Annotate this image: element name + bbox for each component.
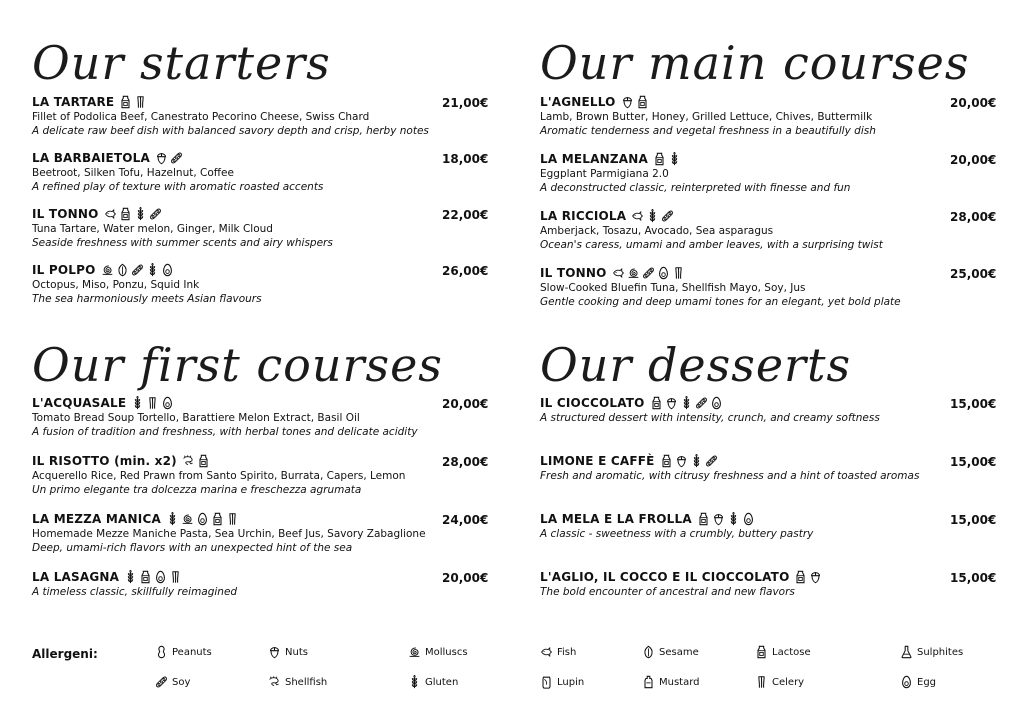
menu-item xyxy=(540,395,1000,425)
dish-description: Gentle cooking and deep umami tones for an elegant, yet bold plate xyxy=(540,296,901,308)
allergen-icons xyxy=(155,151,185,165)
dish-description: A delicate raw beef dish with balanced savory depth and crisp, herby notes xyxy=(32,125,429,137)
dish-description: A timeless classic, skillfully reimagined xyxy=(32,586,238,598)
allergen-icons xyxy=(653,152,683,166)
allergen-icons xyxy=(101,263,176,277)
menu-item xyxy=(540,151,1000,195)
dish-ingredients: Tuna Tartare, Water melon, Ginger, Milk Cloud xyxy=(32,223,273,235)
dish-name: LA MEZZA MANICA xyxy=(32,512,161,526)
dish-description: Aromatic tenderness and vegetal freshness in a beautifully dish xyxy=(540,125,876,137)
celery-icon xyxy=(169,570,182,584)
allergen-legend-item xyxy=(540,645,576,659)
nuts-icon xyxy=(675,454,688,468)
menu-item xyxy=(540,453,1000,483)
celery-icon xyxy=(134,95,147,109)
first-courses-section xyxy=(32,340,492,620)
lactose-icon xyxy=(653,152,666,166)
gluten-icon xyxy=(668,152,681,166)
dish-ingredients: Octopus, Miso, Ponzu, Squid Ink xyxy=(32,279,200,291)
dish-price: 28,00€ xyxy=(950,210,997,224)
egg-icon xyxy=(710,396,723,410)
dish-ingredients: Lamb, Brown Butter, Honey, Grilled Lettuce, Chives, Buttermilk xyxy=(540,111,873,123)
gluten-icon xyxy=(166,512,179,526)
celery-icon xyxy=(146,396,159,410)
dish-name: L'AGLIO, IL COCCO E IL CIOCCOLATO xyxy=(540,570,790,584)
soy-icon xyxy=(642,266,655,280)
allergen-legend-item xyxy=(755,675,804,689)
allergen-icons xyxy=(124,570,184,584)
celery-icon xyxy=(755,675,768,689)
allergen-icons xyxy=(182,454,212,468)
shellfish-icon xyxy=(268,675,281,689)
dish-price: 15,00€ xyxy=(950,397,997,411)
dish-ingredients: Slow-Cooked Bluefin Tuna, Shellfish Mayo, Soy, Jus xyxy=(540,282,806,294)
celery-icon xyxy=(226,512,239,526)
dish-description: The bold encounter of ancestral and new flavors xyxy=(540,586,795,598)
egg-icon xyxy=(657,266,670,280)
allergen-name: Gluten xyxy=(425,676,459,688)
lactose-icon xyxy=(211,512,224,526)
nuts-icon xyxy=(268,645,281,659)
lactose-icon xyxy=(139,570,152,584)
dish-name: LA MELANZANA xyxy=(540,152,648,166)
dish-price: 22,00€ xyxy=(442,208,489,222)
menu-item xyxy=(32,150,492,194)
allergen-legend-item xyxy=(408,645,468,659)
lactose-icon xyxy=(660,454,673,468)
menu-item xyxy=(540,94,1000,138)
allergen-name: Nuts xyxy=(285,646,308,658)
section-title: Our first courses xyxy=(32,338,443,392)
dish-ingredients: Beetroot, Silken Tofu, Hazelnut, Coffee xyxy=(32,167,234,179)
soy-icon xyxy=(695,396,708,410)
dish-price: 20,00€ xyxy=(950,153,997,167)
allergen-name: Fish xyxy=(557,646,577,658)
dish-name: LA RICCIOLA xyxy=(540,209,627,223)
allergen-icons xyxy=(794,570,824,584)
dish-description: Seaside freshness with summer scents and airy whispers xyxy=(32,237,333,249)
allergen-legend-item xyxy=(155,645,212,659)
lactose-icon xyxy=(755,645,768,659)
allergen-name: Soy xyxy=(172,676,191,688)
gluten-icon xyxy=(680,396,693,410)
allergen-legend-item xyxy=(642,645,699,659)
allergen-legend-item xyxy=(900,645,963,659)
egg-icon xyxy=(900,675,913,689)
dish-name: IL CIOCCOLATO xyxy=(540,396,645,410)
egg-icon xyxy=(161,396,174,410)
menu-item xyxy=(540,511,1000,541)
dish-description: Deep, umami-rich flavors with an unexpected hint of the sea xyxy=(32,542,353,554)
allergen-legend-item xyxy=(540,675,584,689)
dish-description: Ocean's caress, umami and amber leaves, with a surprising twist xyxy=(540,239,883,251)
menu-item xyxy=(540,569,1000,599)
egg-icon xyxy=(742,512,755,526)
allergen-name: Lupin xyxy=(557,676,585,688)
lactose-icon xyxy=(636,95,649,109)
menu-item xyxy=(32,206,492,250)
nuts-icon xyxy=(712,512,725,526)
gluten-icon xyxy=(727,512,740,526)
allergen-legend-item xyxy=(642,675,700,689)
fish-icon xyxy=(612,266,625,280)
section-title: Our desserts xyxy=(540,338,852,392)
allergen-name: Mustard xyxy=(659,676,700,688)
gluten-icon xyxy=(124,570,137,584)
allergen-legend-item xyxy=(755,645,811,659)
soy-icon xyxy=(661,209,674,223)
dish-description: A refined play of texture with aromatic roasted accents xyxy=(32,181,324,193)
dish-ingredients: Eggplant Parmigiana 2.0 xyxy=(540,168,669,180)
gluten-icon xyxy=(408,675,421,689)
desserts-section xyxy=(540,340,1000,620)
soy-icon xyxy=(155,675,168,689)
dish-price: 25,00€ xyxy=(950,267,997,281)
dish-price: 20,00€ xyxy=(950,96,997,110)
dish-ingredients: Tomato Bread Soup Tortello, Barattiere Melon Extract, Basil Oil xyxy=(32,412,360,424)
dish-name: IL RISOTTO (min. x2) xyxy=(32,454,177,468)
allergen-legend-item xyxy=(900,675,936,689)
allergen-name: Celery xyxy=(772,676,805,688)
menu-item xyxy=(32,453,492,497)
lactose-icon xyxy=(650,396,663,410)
allergen-name: Peanuts xyxy=(172,646,212,658)
lactose-icon xyxy=(197,454,210,468)
celery-icon xyxy=(672,266,685,280)
dish-price: 20,00€ xyxy=(442,571,489,585)
soy-icon xyxy=(131,263,144,277)
dish-name: LA TARTARE xyxy=(32,95,115,109)
allergen-icons xyxy=(104,207,164,221)
nuts-icon xyxy=(809,570,822,584)
allergen-icons xyxy=(166,512,241,526)
dish-description: Un primo elegante tra dolcezza marina e freschezza agrumata xyxy=(32,484,362,496)
gluten-icon xyxy=(646,209,659,223)
lupin-icon xyxy=(540,675,553,689)
dish-name: LA BARBAIETOLA xyxy=(32,151,151,165)
dish-ingredients: Amberjack, Tosazu, Avocado, Sea asparagus xyxy=(540,225,774,237)
allergen-icons xyxy=(131,396,176,410)
fish-icon xyxy=(104,207,117,221)
menu-item xyxy=(32,511,492,555)
allergen-name: Molluscs xyxy=(425,646,468,658)
molluscs-icon xyxy=(181,512,194,526)
allergens-label: Allergeni: xyxy=(32,647,98,661)
egg-icon xyxy=(161,263,174,277)
dish-description: A structured dessert with intensity, crunch, and creamy softness xyxy=(540,412,880,424)
menu-item xyxy=(32,94,492,138)
menu-item xyxy=(32,395,492,439)
gluten-icon xyxy=(146,263,159,277)
dish-description: A classic - sweetness with a crumbly, buttery pastry xyxy=(540,528,814,540)
fish-icon xyxy=(631,209,644,223)
allergen-legend-item xyxy=(268,675,327,689)
dish-price: 24,00€ xyxy=(442,513,489,527)
sulphites-icon xyxy=(900,645,913,659)
dish-name: LA LASAGNA xyxy=(32,570,120,584)
dish-name: LIMONE E CAFFÈ xyxy=(540,454,655,468)
soy-icon xyxy=(149,207,162,221)
section-title: Our starters xyxy=(32,36,331,90)
gluten-icon xyxy=(134,207,147,221)
lactose-icon xyxy=(119,207,132,221)
dish-name: IL POLPO xyxy=(32,263,96,277)
dish-price: 28,00€ xyxy=(442,455,489,469)
nuts-icon xyxy=(155,151,168,165)
dish-price: 15,00€ xyxy=(950,513,997,527)
allergen-icons xyxy=(621,95,651,109)
allergen-name: Sesame xyxy=(659,646,699,658)
molluscs-icon xyxy=(101,263,114,277)
mustard-icon xyxy=(642,675,655,689)
dish-ingredients: Homemade Mezze Maniche Pasta, Sea Urchin, Beef Jus, Savory Zabaglione xyxy=(32,528,426,540)
dish-name: L'ACQUASALE xyxy=(32,396,127,410)
dish-name: LA MELA E LA FROLLA xyxy=(540,512,692,526)
lactose-icon xyxy=(119,95,132,109)
gluten-icon xyxy=(131,396,144,410)
section-title: Our main courses xyxy=(540,36,970,90)
allergen-name: Egg xyxy=(917,676,937,688)
lactose-icon xyxy=(794,570,807,584)
fish-icon xyxy=(540,645,553,659)
menu-item xyxy=(32,569,492,599)
allergen-name: Shellfish xyxy=(285,676,328,688)
allergen-icons xyxy=(660,454,720,468)
egg-icon xyxy=(154,570,167,584)
menu-item xyxy=(32,262,492,306)
allergen-name: Lactose xyxy=(772,646,811,658)
dish-name: L'AGNELLO xyxy=(540,95,616,109)
dish-ingredients: Fillet of Podolica Beef, Canestrato Pecorino Cheese, Swiss Chard xyxy=(32,111,370,123)
dish-price: 15,00€ xyxy=(950,455,997,469)
dish-price: 18,00€ xyxy=(442,152,489,166)
soy-icon xyxy=(705,454,718,468)
allergen-name: Sulphites xyxy=(917,646,964,658)
peanuts-icon xyxy=(155,645,168,659)
allergen-legend-item xyxy=(155,675,190,689)
menu-item xyxy=(540,208,1000,252)
dish-price: 21,00€ xyxy=(442,96,489,110)
dish-ingredients: Acquerello Rice, Red Prawn from Santo Spirito, Burrata, Capers, Lemon xyxy=(32,470,406,482)
lactose-icon xyxy=(697,512,710,526)
sesame-icon xyxy=(642,645,655,659)
menu-item xyxy=(540,265,1000,309)
allergen-legend-item xyxy=(268,645,308,659)
dish-description: A fusion of tradition and freshness, with herbal tones and delicate acidity xyxy=(32,426,418,438)
soy-icon xyxy=(170,151,183,165)
nuts-icon xyxy=(621,95,634,109)
dish-description: The sea harmoniously meets Asian flavours xyxy=(32,293,262,305)
dish-description: Fresh and aromatic, with citrusy freshness and a hint of toasted aromas xyxy=(540,470,920,482)
starters-section xyxy=(32,38,492,318)
dish-description: A deconstructed classic, reinterpreted with finesse and fun xyxy=(540,182,851,194)
sesame-icon xyxy=(116,263,129,277)
allergen-icons xyxy=(650,396,725,410)
mains-section xyxy=(540,38,1000,318)
allergen-icons xyxy=(119,95,149,109)
dish-name: IL TONNO xyxy=(540,266,607,280)
allergen-icons xyxy=(697,512,757,526)
dish-price: 20,00€ xyxy=(442,397,489,411)
dish-name: IL TONNO xyxy=(32,207,99,221)
dish-price: 26,00€ xyxy=(442,264,489,278)
shellfish-icon xyxy=(182,454,195,468)
allergen-icons xyxy=(612,266,687,280)
nuts-icon xyxy=(665,396,678,410)
dish-price: 15,00€ xyxy=(950,571,997,585)
gluten-icon xyxy=(690,454,703,468)
allergen-icons xyxy=(631,209,676,223)
egg-icon xyxy=(196,512,209,526)
allergen-legend-item xyxy=(408,675,458,689)
molluscs-icon xyxy=(627,266,640,280)
molluscs-icon xyxy=(408,645,421,659)
